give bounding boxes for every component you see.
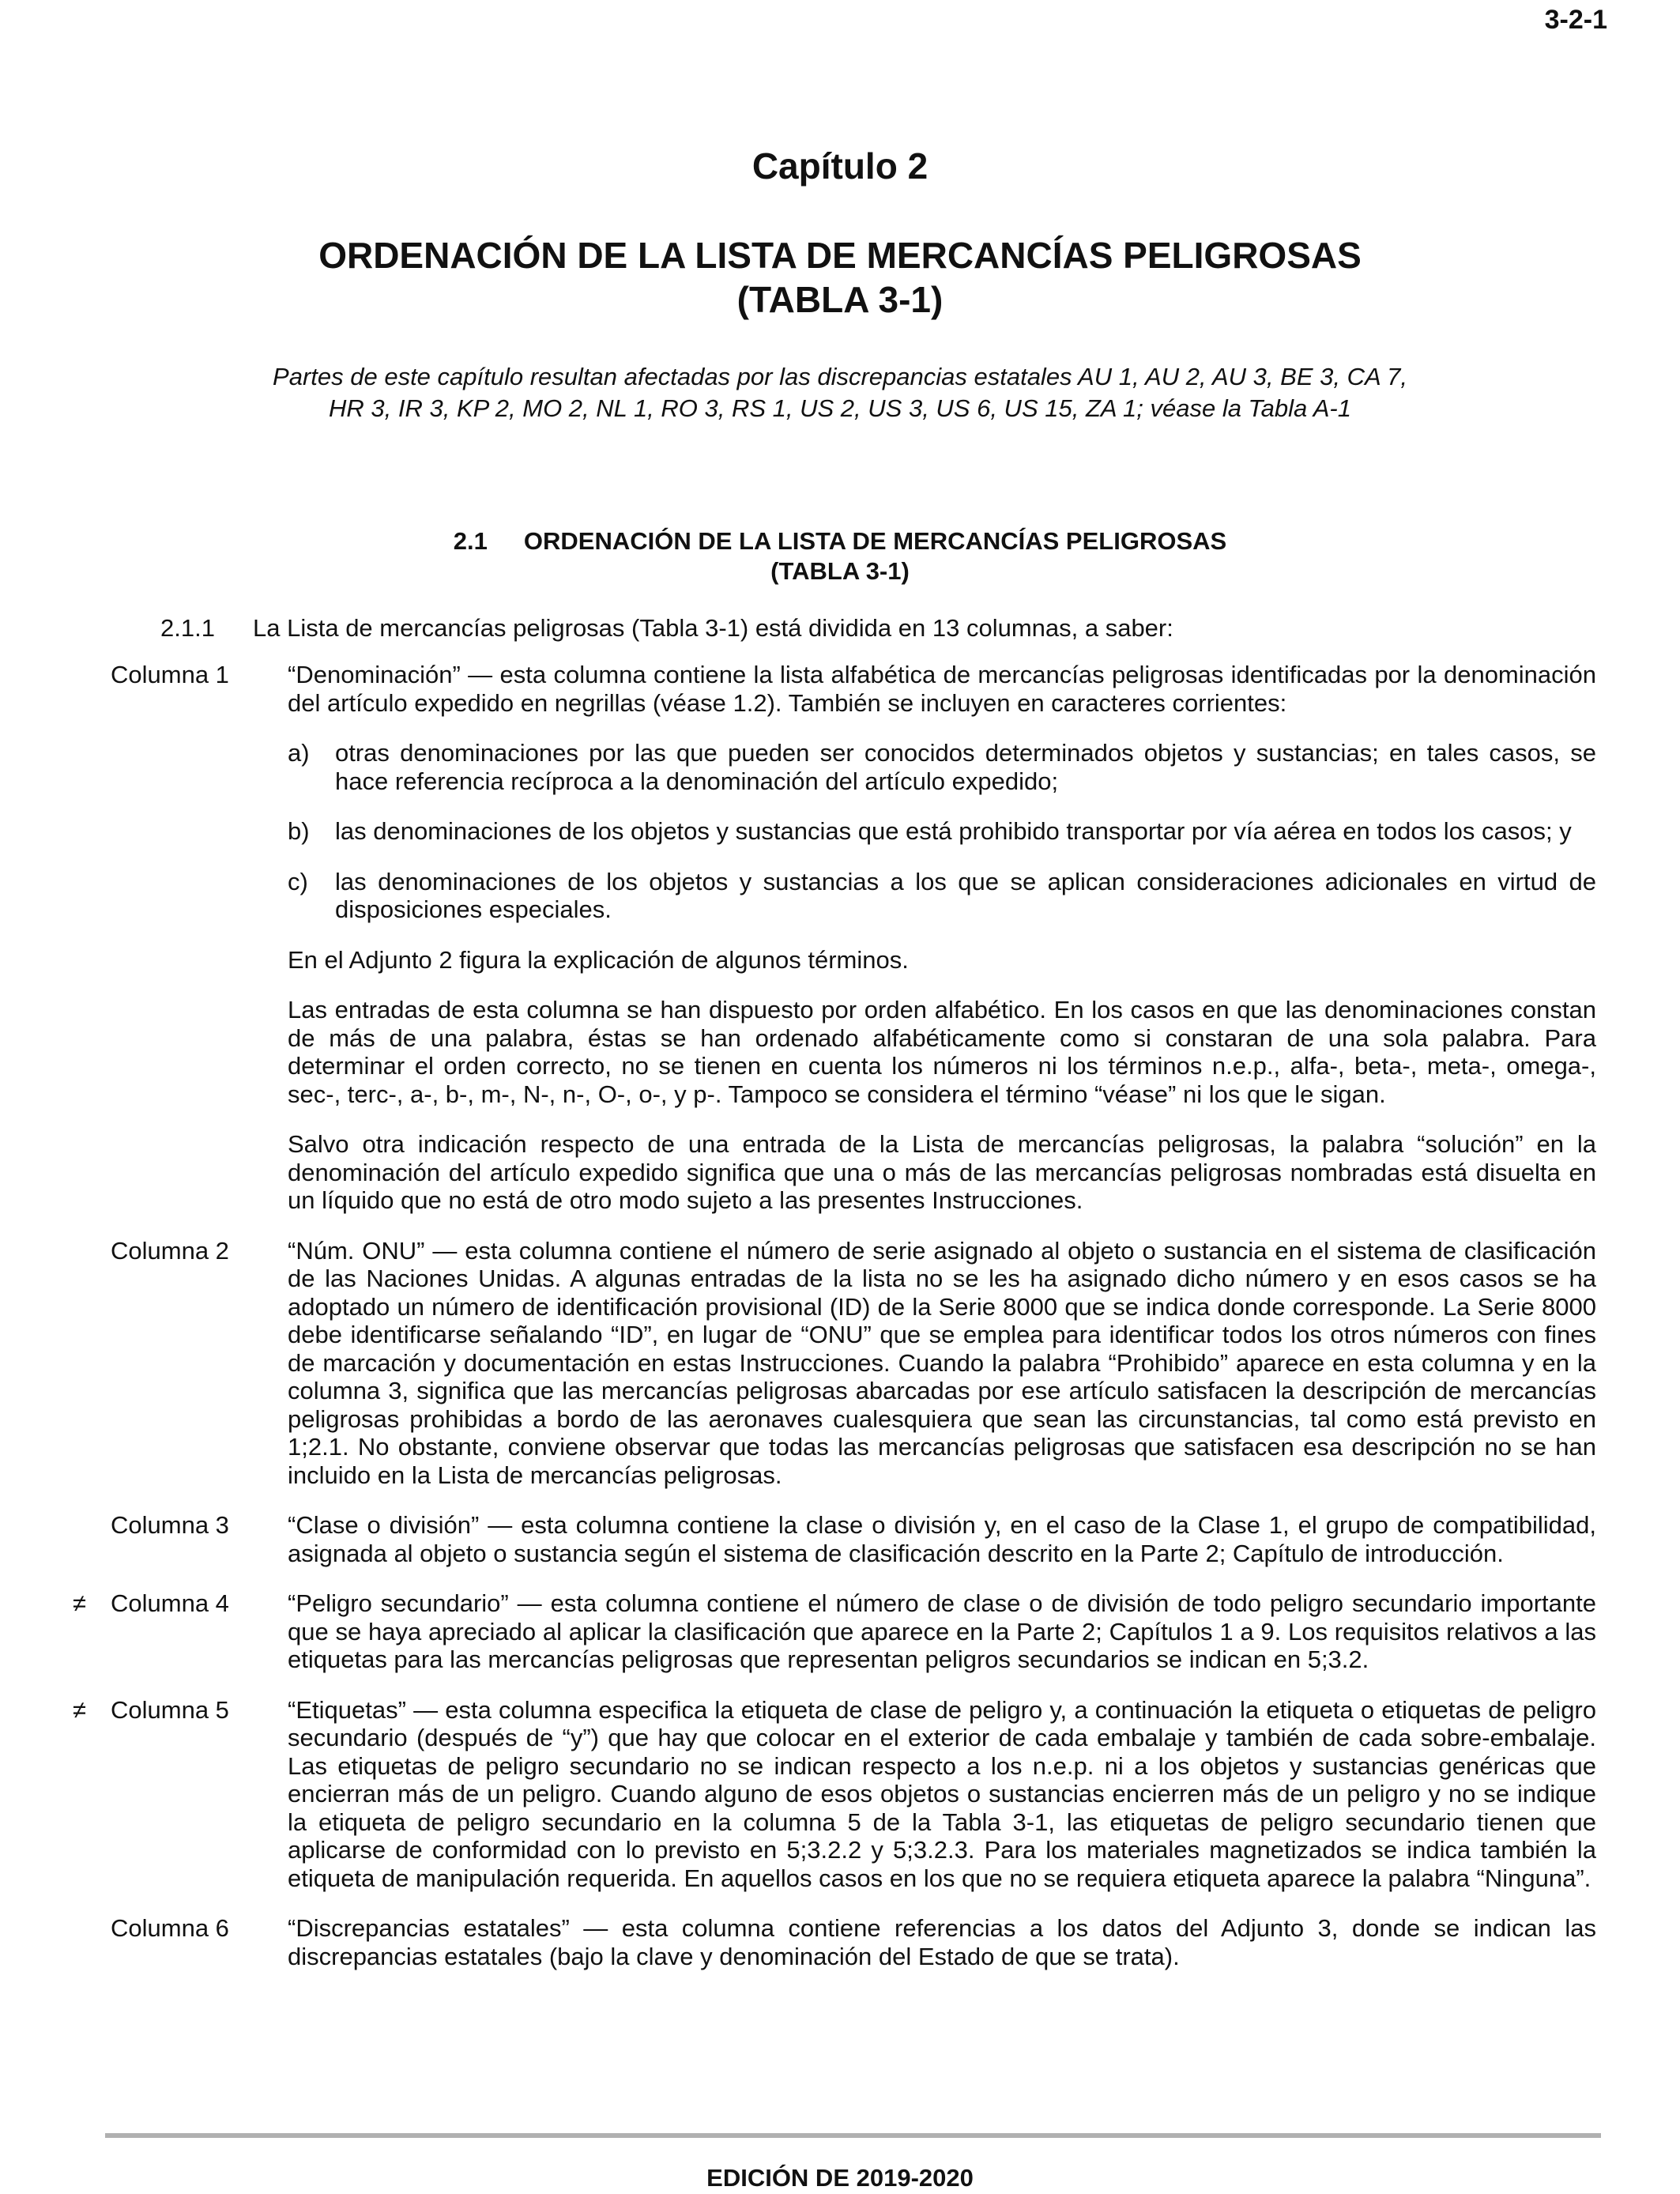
list-item (288, 817, 1596, 846)
list-item-label: b) (288, 817, 310, 845)
list-item-text: otras denominaciones por las que pueden ser conocidos determinados objetos y sustancias; en tales casos, se hace referencia recíproca a la denominación del artículo expedido; (335, 739, 1596, 795)
page-number: 3-2-1 (1544, 5, 1607, 35)
change-mark: ≠ (73, 1589, 87, 1617)
column-description: “Peligro secundario” — esta columna contiene el número de clase o de división de todo peligro secundario importante que se haya apreciado al aplicar la clasificación que aparece en la Parte 2; Capítulos 1 a 9. Los requisitos relativos a las etiquetas para las mercancías peligrosas que representan peligros secundarios se indican en 5;3.2. (288, 1589, 1596, 1673)
column-entry (0, 1511, 1680, 1567)
edition-footer: EDICIÓN DE 2019-2020 (706, 2164, 974, 2192)
section-heading (0, 526, 1680, 586)
column-description: “Núm. ONU” — esta columna contiene el número de serie asignado al objeto o sustancia en el sistema de clasificación de las Naciones Unidas. A algunas entradas de la lista no se les ha asignado dicho número y en esos casos se ha adoptado un número de identificación provisional (ID) de la Serie 8000 que se indica donde corresponde. La Serie 8000 debe identificarse señalando “ID”, en lugar de “ONU” que se emplea para identificar todos los otros números con fines de marcación y documentación en estas Instrucciones. Cuando la palabra “Prohibido” aparece en esta columna y en la columna 3, significa que las mercancías peligrosas abarcadas por ese artículo satisfacen la descripción de mercancías peligrosas prohibidas a bordo de las aeronaves cualesquiera que sean las circunstancias, tal como está previsto en 1;2.1. No obstante, conviene observar que todas las mercancías peligrosas que satisfacen esa descripción no se han incluido en la Lista de mercancías peligrosas. (288, 1236, 1596, 1489)
column-label: Columna 6 (111, 1914, 229, 1942)
section-number: 2.1 (453, 527, 488, 555)
chapter-heading: Capítulo 2 (751, 145, 929, 187)
column-paragraph: Las entradas de esta columna se han dispuesto por orden alfabético. En los casos en que las denominaciones constan de más de una palabra, éstas se han ordenado alfabéticamente como si constaran de una sola palabra. Para determinar el orden correcto, no se tienen en cuenta los números ni los términos n.e.p., alfa-, beta-, meta-, omega-, sec-, terc-, a-, b-, m-, N-, n-, O-, o-, y p-. Tampoco se considera el término “véase” ni los que le sigan. (288, 996, 1596, 1108)
paragraph-text: La Lista de mercancías peligrosas (Tabla 3-1) está dividida en 13 columnas, a saber: (253, 614, 1173, 642)
column-paragraph: En el Adjunto 2 figura la explicación de algunos términos. (288, 945, 909, 974)
chapter-title-line: ORDENACIÓN DE LA LISTA DE MERCANCÍAS PELIGROSAS (318, 235, 1362, 276)
list-item-text: las denominaciones de los objetos y sustancias a los que se aplican consideraciones adicionales en virtud de disposiciones especiales. (335, 867, 1596, 923)
list-item (288, 868, 1596, 924)
column-paragraph: “Denominación” — esta columna contiene la lista alfabética de mercancías peligrosas identificadas por la denominación del artículo expedido en negrillas (véase 1.2). También se incluyen en caracteres corrientes: (288, 661, 1596, 717)
change-mark: ≠ (73, 1695, 87, 1724)
column-paragraph: Salvo otra indicación respecto de una entrada de la Lista de mercancías peligrosas, la palabra “solución” en la denominación del artículo expedido significa que una o más de las mercancías peligrosas nombradas está disuelta en un líquido que no está de otro modo sujeto a las presentes Instrucciones. (288, 1130, 1596, 1214)
list-item-text: las denominaciones de los objetos y sustancias que está prohibido transportar por vía aérea en todos los casos; y (335, 817, 1572, 845)
column-description: “Clase o división” — esta columna contiene la clase o división y, en el caso de la Clase 1, el grupo de compatibilidad, asignada al objeto o sustancia según el sistema de clasificación descrito en la Parte 2; Capítulo de introducción. (288, 1511, 1596, 1567)
section-title-line2: (TABLA 3-1) (770, 557, 910, 585)
column-label: Columna 4 (111, 1589, 229, 1617)
note-line: HR 3, IR 3, KP 2, MO 2, NL 1, RO 3, RS 1, US 2, US 3, US 6, US 15, ZA 1; véase la Tabla A-1 (329, 394, 1351, 422)
footer-divider (105, 2133, 1601, 2138)
chapter-title-line: (TABLA 3-1) (736, 279, 944, 320)
note-line: Partes de este capítulo resultan afectadas por las discrepancias estatales AU 1, AU 2, AU 3, BE 3, CA 7, (273, 363, 1407, 390)
columns-description (0, 661, 1680, 1992)
column-entry (0, 1237, 1680, 1490)
chapter-title (0, 233, 1680, 322)
column-entry (0, 1914, 1680, 1970)
paragraph-2-1-1 (160, 613, 1173, 643)
list-item-label: a) (288, 739, 310, 767)
list-item (288, 739, 1596, 795)
column-description: “Discrepancias estatales” — esta columna contiene referencias a los datos del Adjunto 3, donde se indican las discrepancias estatales (bajo la clave y denominación del Estado de que se trata). (288, 1914, 1596, 1970)
column-entry (0, 1696, 1680, 1893)
column-description (288, 661, 1596, 1215)
section-heading-line (0, 526, 1680, 556)
column-entry (0, 661, 1680, 1215)
list-item-label: c) (288, 867, 308, 895)
column-label: Columna 2 (111, 1236, 229, 1265)
column-entry (0, 1589, 1680, 1674)
column-description: “Etiquetas” — esta columna especifica la etiqueta de clase de peligro y, a continuación la etiqueta o etiquetas de peligro secundario (después de “y”) que hay que colocar en el exterior de cada embalaje y también de cada sobre-embalaje. Las etiquetas de peligro secundario no se indican respecto a los n.e.p. ni a los objetos y sustancias genéricas que encierran más de un peligro. Cuando alguno de esos objetos o sustancias encierren más de un peligro y no se indique la etiqueta de peligro secundario en la columna 5 de la Tabla 3-1, las etiquetas de peligro secundario tienen que aplicarse de conformidad con lo previsto en 5;3.2.2 y 5;3.2.3. Para los materiales magnetizados se indica también la etiqueta de manipulación requerida. En aquellos casos en los que no se requiera etiqueta aparece la palabra “Ninguna”. (288, 1695, 1596, 1892)
section-title: ORDENACIÓN DE LA LISTA DE MERCANCÍAS PELIGROSAS (523, 527, 1227, 555)
column-label: Columna 5 (111, 1695, 229, 1724)
column-label: Columna 1 (111, 661, 229, 688)
paragraph-number: 2.1.1 (160, 614, 215, 642)
column-label: Columna 3 (111, 1511, 229, 1539)
state-variations-note (0, 361, 1680, 424)
